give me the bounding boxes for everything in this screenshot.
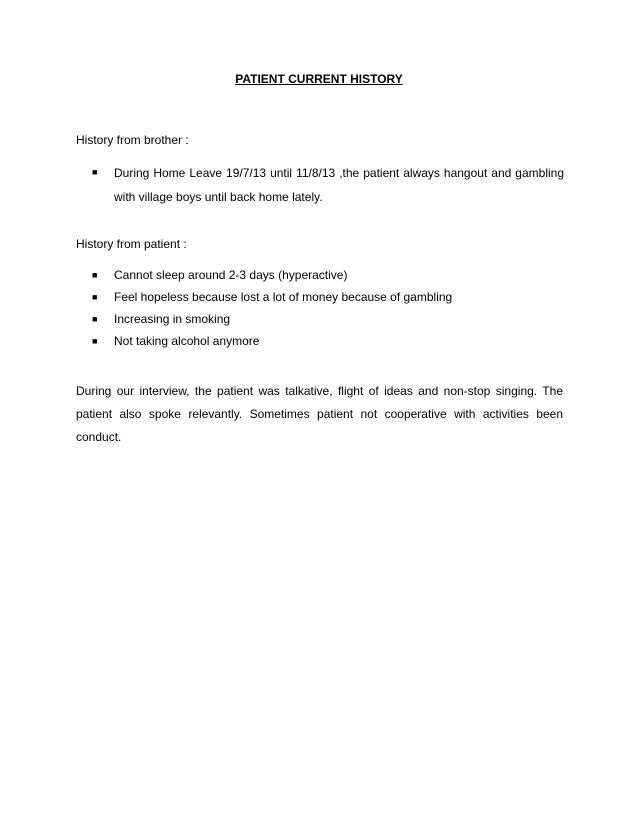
interview-paragraph: During our interview, the patient was talkative, flight of ideas and non-stop singing. The patient also spoke relevantly. Sometimes patient not cooperative with activities been conduct.: [76, 384, 563, 444]
square-bullet-icon: ■: [92, 314, 98, 324]
list-item: [0, 330, 638, 352]
square-bullet-icon: ■: [92, 336, 98, 346]
document-title: PATIENT CURRENT HISTORY: [235, 72, 403, 86]
list-item: [0, 308, 638, 330]
list-item-text: During Home Leave 19/7/13 until 11/8/13 ,the patient always hangout and gambling with village boys until back home lately.: [114, 166, 564, 204]
brother-history-list: [0, 161, 638, 209]
list-item-text: Not taking alcohol anymore: [114, 334, 260, 348]
list-item: [0, 264, 638, 286]
list-item-text: Feel hopeless because lost a lot of money because of gambling: [114, 290, 453, 304]
square-bullet-icon: ■: [92, 167, 98, 177]
list-item-text: Cannot sleep around 2-3 days (hyperactive): [114, 268, 348, 282]
square-bullet-icon: ■: [92, 270, 98, 280]
list-item-text: Increasing in smoking: [114, 312, 231, 326]
list-item: [0, 161, 638, 209]
section-label-patient: History from patient :: [76, 237, 187, 251]
square-bullet-icon: ■: [92, 292, 98, 302]
section-label-brother: History from brother :: [76, 133, 189, 147]
patient-history-list: [0, 264, 638, 352]
list-item: [0, 286, 638, 308]
